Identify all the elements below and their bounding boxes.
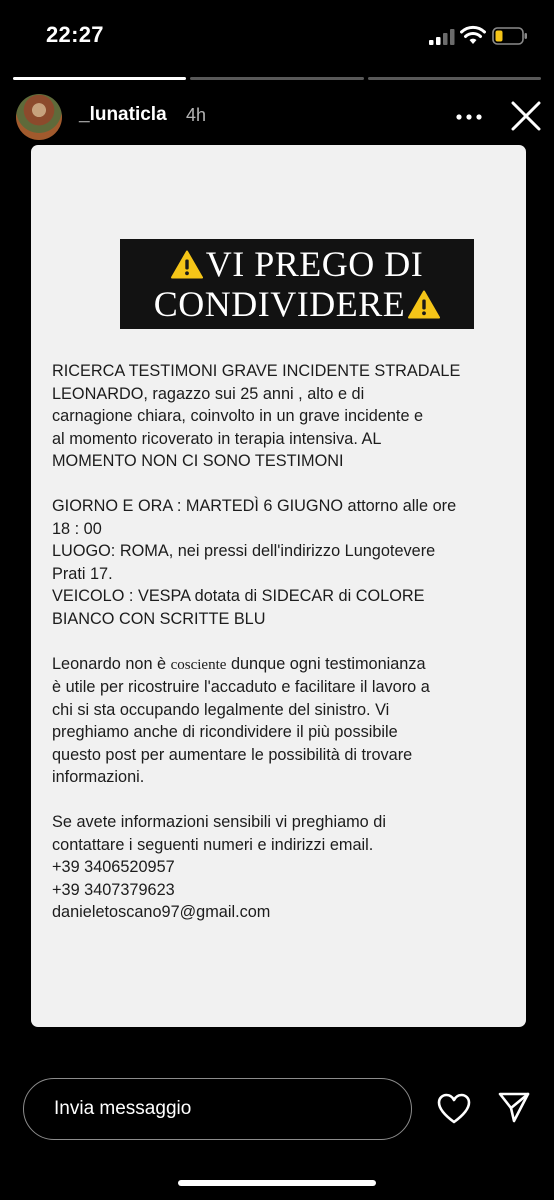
home-indicator[interactable] bbox=[178, 1180, 376, 1186]
phone-number-2: +39 3407379623 bbox=[52, 880, 175, 899]
banner-line-1 bbox=[171, 244, 424, 284]
paragraph-details: GIORNO E ORA : MARTEDÌ 6 GIUGNO attorno alle ore 18 : 00 LUOGO: ROMA, nei pressi dell'indirizzo Lungotevere Prati 17. VEICOLO : VESPA dotata di SIDECAR di COLORE BIANCO CON SCRITTE BLU bbox=[52, 497, 457, 628]
status-time: 22:27 bbox=[46, 22, 104, 47]
banner-text-2: CONDIVIDERE bbox=[153, 284, 406, 324]
send-icon[interactable] bbox=[498, 1091, 530, 1123]
username[interactable]: _lunaticla bbox=[79, 104, 167, 125]
banner-text-1: VI PREGO DI bbox=[205, 244, 424, 284]
story-timestamp: 4h bbox=[186, 105, 207, 125]
message-input[interactable] bbox=[23, 1078, 412, 1140]
warning-icon bbox=[408, 290, 440, 319]
heart-icon[interactable] bbox=[437, 1093, 471, 1125]
story-progress-segment bbox=[13, 77, 186, 80]
wifi-icon bbox=[460, 25, 486, 45]
story-header bbox=[0, 92, 554, 142]
cellular-signal-icon bbox=[429, 29, 455, 45]
status-bar bbox=[0, 0, 554, 66]
paragraph-request: RICERCA TESTIMONI GRAVE INCIDENTE STRADALE LEONARDO, ragazzo sui 25 anni , alto e di carnagione chiara, coinvolto in un grave incidente e al momento ricoverato in terapia intensiva. AL MOMENTO NON CI SONO TESTIMONI bbox=[52, 362, 461, 470]
story-progress-segment bbox=[368, 77, 541, 80]
message-placeholder: Invia messaggio bbox=[54, 1098, 192, 1119]
appeal-text-word: cosciente bbox=[170, 656, 227, 673]
warning-icon bbox=[171, 250, 203, 279]
banner-line-2 bbox=[154, 284, 440, 324]
paragraph-contact: Se avete informazioni sensibili vi preghiamo di contattare i seguenti numeri e indirizzi email. bbox=[52, 813, 386, 854]
appeal-text-start: Leonardo non è bbox=[52, 654, 171, 673]
battery-icon bbox=[492, 27, 528, 45]
story-progress-segment bbox=[190, 77, 363, 80]
more-options-icon[interactable] bbox=[455, 112, 483, 122]
story-image bbox=[31, 145, 526, 1027]
contact-email: danieletoscano97@gmail.com bbox=[52, 903, 271, 921]
banner bbox=[120, 239, 474, 329]
close-icon[interactable] bbox=[510, 100, 542, 132]
phone-number-1: +39 3406520957 bbox=[52, 858, 175, 876]
story-progress bbox=[13, 77, 541, 81]
post-body bbox=[52, 360, 512, 924]
appeal-text-rest: dunque ogni testimonianza è utile per ricostruire l'accaduto e facilitare il lavoro a chi si sta occupando legalmente del sinistro. Vi preghiamo anche di ricondividere il più possibile questo post per aumentare le possibilità di trovare informazioni. bbox=[52, 654, 430, 786]
avatar[interactable] bbox=[16, 94, 62, 140]
paragraph-appeal bbox=[52, 653, 512, 789]
